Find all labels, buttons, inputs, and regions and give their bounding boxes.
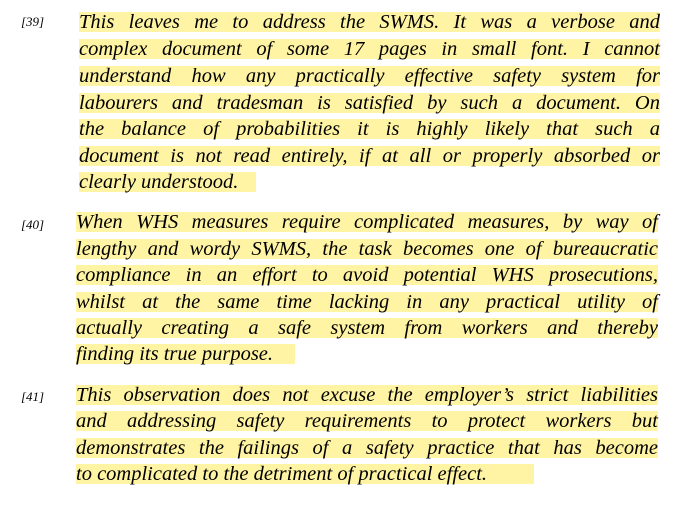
paragraph-line: whilst at the same time lacking in any practical utility of xyxy=(76,291,658,313)
paragraph-line: demonstrates the failings of a safety practice that has become xyxy=(76,437,658,459)
paragraph-number: [41] xyxy=(21,389,45,404)
paragraph-line: labourers and tradesman is satisfied by such a document. On xyxy=(79,92,660,114)
paragraph-line: complex document of some 17 pages in small font. I cannot xyxy=(79,38,660,60)
paragraph-number: [40] xyxy=(21,217,45,232)
paragraph-number: [39] xyxy=(21,14,45,29)
paragraph-line: document is not read entirely, if at all or properly absorbed or xyxy=(79,145,660,167)
paragraph-line: compliance in an effort to avoid potential WHS prosecutions, xyxy=(76,264,658,286)
paragraph-line: actually creating a safe system from workers and thereby xyxy=(76,317,658,339)
paragraph-line: and addressing safety requirements to protect workers but xyxy=(76,410,658,432)
paragraph-line: This observation does not excuse the employer’s strict liabilities xyxy=(76,384,658,406)
paragraph-line: lengthy and wordy SWMS, the task becomes one of bureaucratic xyxy=(76,238,658,260)
paragraph-line: understand how any practically effective safety system for xyxy=(79,65,660,87)
paragraph-line: finding its true purpose. xyxy=(76,344,295,364)
paragraph-line: clearly understood. xyxy=(79,172,256,192)
paragraph-line: the balance of probabilities it is highly likely that such a xyxy=(79,118,660,140)
paragraph-line: This leaves me to address the SWMS. It was a verbose and xyxy=(79,11,660,33)
paragraph-line: to complicated to the detriment of practical effect. xyxy=(76,464,534,484)
paragraph-line: When WHS measures require complicated measures, by way of xyxy=(76,211,658,233)
